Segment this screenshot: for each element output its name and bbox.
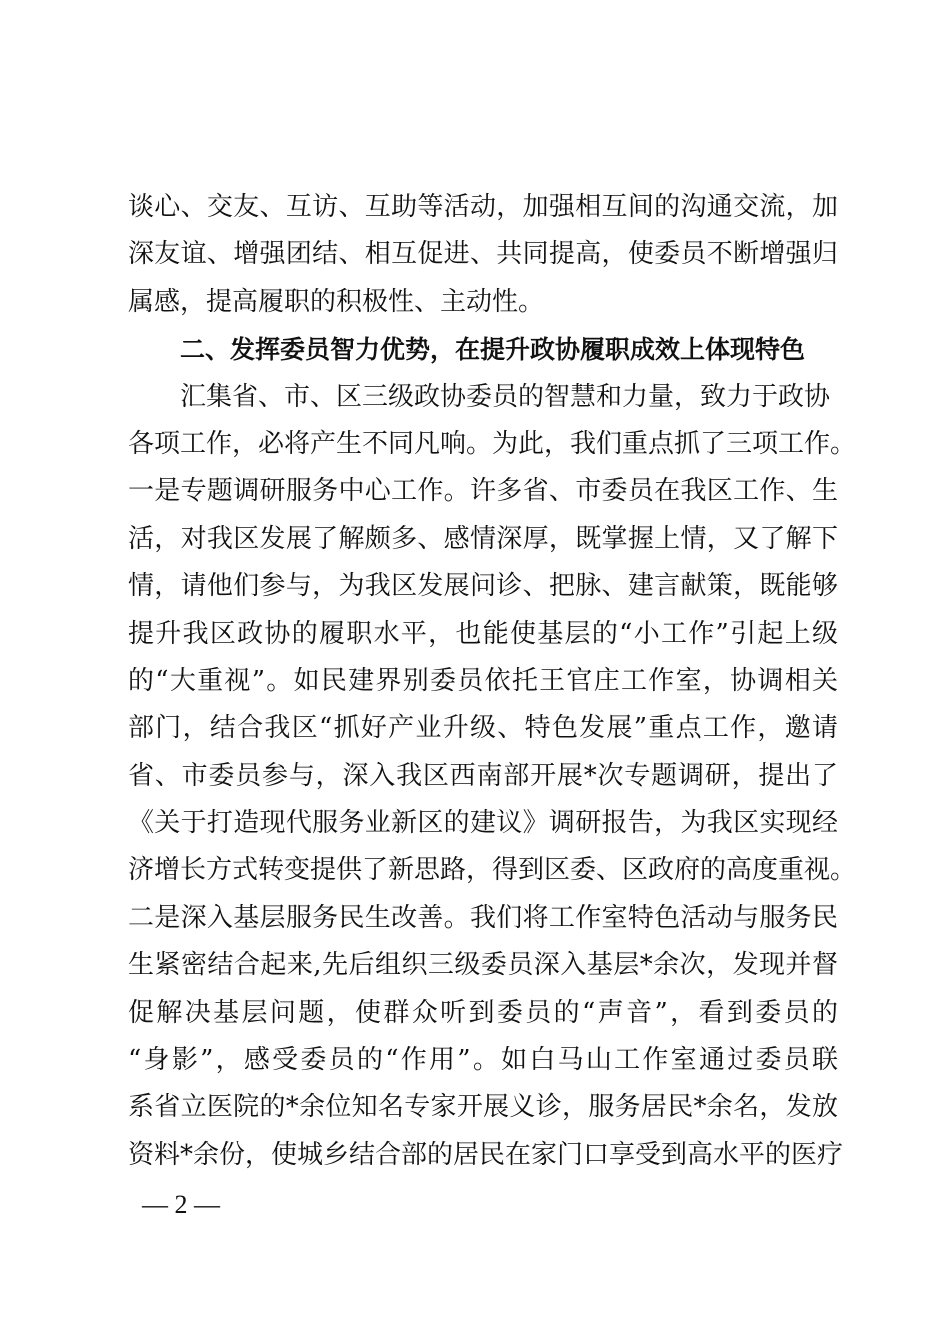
text-line: 提升我区政协的履职水平，也能使基层的“小工作”引起上级 [128,618,838,649]
text-line: 《关于打造现代服务业新区的建议》调研报告，为我区实现经 [128,808,838,839]
text-line: 部门，结合我区“抓好产业升级、特色发展”重点工作，邀请 [128,713,838,744]
page-number: — 2 — [142,1190,220,1219]
text-line: 系省立医院的*余位知名专家开展义诊，服务居民*余名，发放 [128,1092,838,1123]
text-line: 的“大重视”。如民建界别委员依托王官庄工作室，协调相关 [128,665,838,696]
text-line: 活，对我区发展了解颇多、感情深厚，既掌握上情，又了解下 [128,523,838,554]
section-heading: 二、发挥委员智力优势，在提升政协履职成效上体现特色 [180,335,806,365]
text-line: 深友谊、增强团结、相互促进、共同提高，使委员不断增强归 [128,239,838,270]
text-line: 资料*余份，使城乡结合部的居民在家门口享受到高水平的医疗 [128,1139,844,1170]
text-line: 情，请他们参与，为我区发展问诊、把脉、建言献策，既能够 [128,571,838,602]
text-line: 汇集省、市、区三级政协委员的智慧和力量，致力于政协 [180,381,831,412]
text-line: 谈心、交友、互访、互助等活动，加强相互间的沟通交流，加 [128,192,838,222]
text-line: 省、市委员参与，深入我区西南部开展*次专题调研，提出了 [128,760,838,791]
text-line: 二是深入基层服务民生改善。我们将工作室特色活动与服务民 [128,902,838,933]
text-line: 生紧密结合起来,先后组织三级委员深入基层*余次，发现并督 [128,950,838,981]
text-line: 属感，提高履职的积极性、主动性。 [128,286,545,317]
body-text [128,184,857,1179]
text-line: 促解决基层问题，使群众听到委员的“声音”，看到委员的 [128,997,838,1028]
text-line: 各项工作，必将产生不同凡响。为此，我们重点抓了三项工作。 [128,428,857,459]
text-line: 济增长方式转变提供了新思路，得到区委、区政府的高度重视。 [128,855,857,886]
text-line: 一是专题调研服务中心工作。许多省、市委员在我区工作、生 [128,476,838,507]
text-line: “身影”，感受委员的“作用”。如白马山工作室通过委员联 [128,1045,838,1076]
